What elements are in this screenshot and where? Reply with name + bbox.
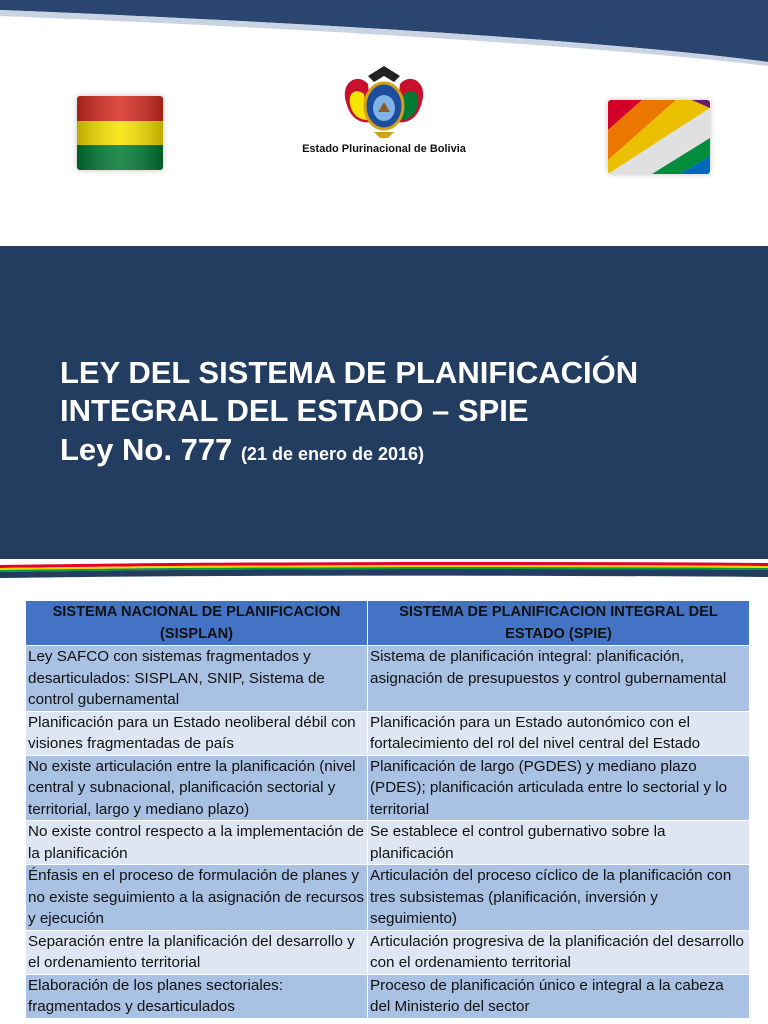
table-cell: No existe articulación entre la planificación (nivel central y subnacional, planificación sectorial y territorial, largo y mediano plazo): [26, 755, 368, 821]
title-line-2: INTEGRAL DEL ESTADO – SPIE: [60, 393, 529, 428]
table-row: [26, 974, 750, 1018]
title-line-1: LEY DEL SISTEMA DE PLANIFICACIÓN: [60, 355, 639, 390]
table-cell: Articulación del proceso cíclico de la planificación con tres subsistemas (planificación, inversión y seguimiento): [368, 865, 750, 931]
table-cell: Proceso de planificación único e integral a la cabeza del Ministerio del sector: [368, 974, 750, 1018]
table-cell: Separación entre la planificación del desarrollo y el ordenamiento territorial: [26, 930, 368, 974]
law-date: (21 de enero de 2016): [240, 444, 425, 464]
decorative-stripe: [0, 559, 768, 579]
table-row: [26, 755, 750, 821]
table-row: [26, 821, 750, 865]
table-cell: Planificación para un Estado neoliberal débil con visiones fragmentadas de país: [26, 711, 368, 755]
table-cell: No existe control respecto a la implementación de la planificación: [26, 821, 368, 865]
table-cell: Planificación para un Estado autonómico con el fortalecimiento del rol del nivel central del Estado: [368, 711, 750, 755]
table-cell: Se establece el control gubernativo sobre la planificación: [368, 821, 750, 865]
table-cell: Sistema de planificación integral: planificación, asignación de presupuestos y control gubernamental: [368, 646, 750, 712]
page-title: [60, 354, 750, 474]
table-cell: Planificación de largo (PGDES) y mediano plazo (PDES); planificación articulada entre lo sectorial y lo territorial: [368, 755, 750, 821]
table-cell: Énfasis en el proceso de formulación de planes y no existe seguimiento a la asignación de recursos y ejecución: [26, 865, 368, 931]
comparison-table: [25, 600, 749, 1019]
title-line-3: [60, 430, 750, 474]
coat-of-arms-icon: [338, 62, 430, 140]
table-header-row: [26, 601, 750, 646]
table-cell: Ley SAFCO con sistemas fragmentados y desarticulados: SISPLAN, SNIP, Sistema de control gubernamental: [26, 646, 368, 712]
table-cell: Elaboración de los planes sectoriales: fragmentados y desarticulados: [26, 974, 368, 1018]
top-decorative-swoosh: [0, 0, 768, 70]
law-number: Ley No. 777: [60, 432, 233, 467]
bolivia-flag-icon: [77, 96, 163, 170]
column-header-sisplan: SISTEMA NACIONAL DE PLANIFICACION (SISPLAN): [26, 601, 368, 646]
table-row: [26, 865, 750, 931]
column-header-spie: SISTEMA DE PLANIFICACION INTEGRAL DEL ESTADO (SPIE): [368, 601, 750, 646]
table-row: [26, 930, 750, 974]
table-row: [26, 646, 750, 712]
wiphala-flag-icon: [608, 100, 710, 174]
table-cell: Articulación progresiva de la planificación del desarrollo con el ordenamiento territorial: [368, 930, 750, 974]
state-name: Estado Plurinacional de Bolivia: [302, 143, 466, 155]
table-row: [26, 711, 750, 755]
